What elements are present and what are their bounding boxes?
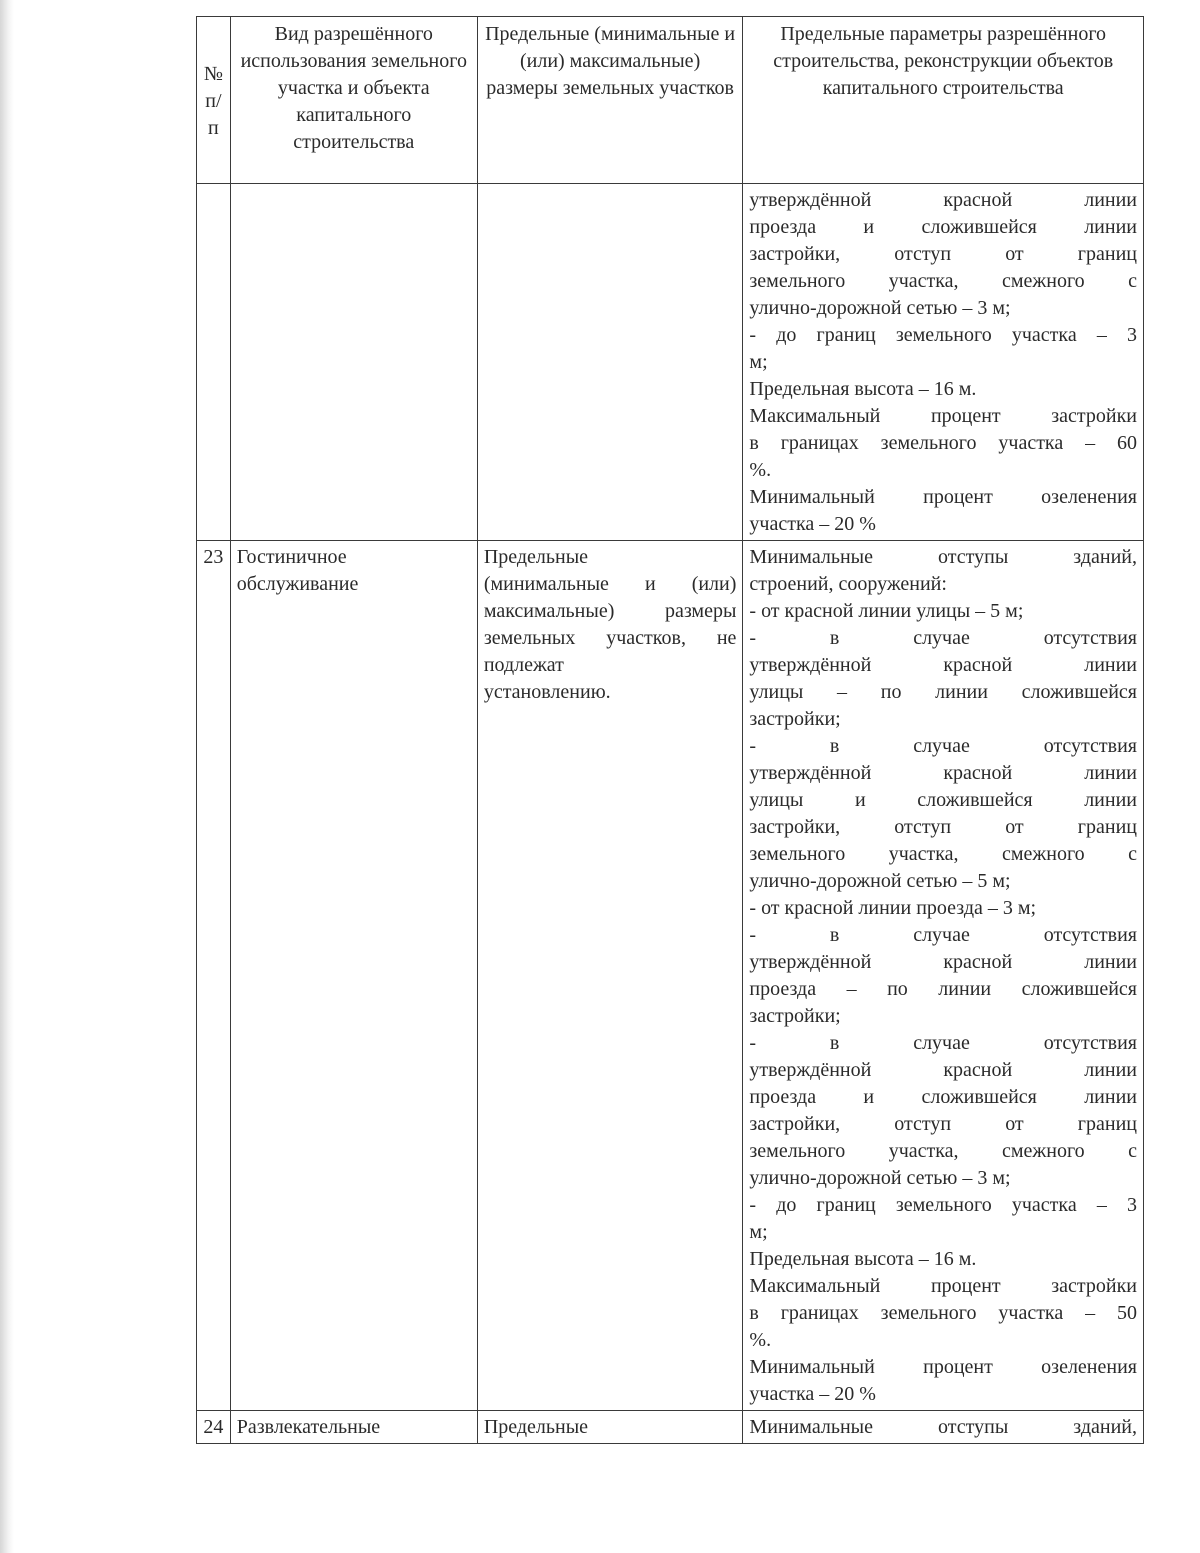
params-line: Минимальные отступы зданий,	[749, 546, 1137, 568]
row-number	[197, 184, 231, 541]
table-row	[197, 184, 1144, 541]
row-number: 24	[197, 1411, 231, 1444]
row-use-type	[230, 184, 477, 541]
params-line: улицы – по линии сложившейся	[749, 681, 1137, 703]
params-line: Предельная высота – 16 м.	[749, 378, 977, 400]
params-line: строений, сооружений:	[749, 573, 947, 595]
params-line: Максимальный процент застройки	[749, 405, 1137, 427]
params-line: Минимальный процент озеленения	[749, 486, 1137, 508]
params-line: - в случае отсутствия	[749, 627, 1137, 649]
params-line: утверждённой красной линии	[749, 951, 1137, 973]
row-use-type: Развлекательные	[230, 1411, 477, 1444]
row-params	[743, 184, 1144, 541]
params-line: - от красной линии улицы – 5 м;	[749, 600, 1024, 622]
params-line: - от красной линии проезда – 3 м;	[749, 897, 1037, 919]
params-line: %.	[749, 459, 772, 481]
row-plot-size	[477, 184, 743, 541]
params-line: улично-дорожной сетью – 3 м;	[749, 1167, 1011, 1189]
row-plot-size: Предельные	[477, 1411, 743, 1444]
params-line: улично-дорожной сетью – 5 м;	[749, 870, 1011, 892]
params-line: Максимальный процент застройки	[749, 1275, 1137, 1297]
land-use-table	[196, 16, 1144, 1444]
params-line: застройки;	[749, 1005, 841, 1027]
plot-size-line: установлению.	[483, 681, 611, 703]
params-line: улично-дорожной сетью – 3 м;	[749, 297, 1011, 319]
row-params: Минимальные отступы зданий,	[743, 1411, 1144, 1444]
params-line: застройки, отступ от границ	[749, 243, 1137, 265]
table-row	[197, 541, 1144, 1411]
table-header-row	[197, 17, 1144, 184]
params-line: - в случае отсутствия	[749, 735, 1137, 757]
params-line: застройки, отступ от границ	[749, 1113, 1137, 1135]
params-line: утверждённой красной линии	[749, 762, 1137, 784]
table-row	[197, 1411, 1144, 1444]
params-line: улицы и сложившейся линии	[749, 789, 1137, 811]
params-line: в границах земельного участка – 60	[749, 432, 1137, 454]
row-number: 23	[197, 541, 231, 1411]
params-line: застройки;	[749, 708, 841, 730]
params-line: земельного участка, смежного с	[749, 1140, 1137, 1162]
header-plot-size: Предельные (минимальные и (или) максимальные) размеры земельных участков	[477, 17, 743, 184]
params-line: участка – 20 %	[749, 513, 876, 535]
scan-edge-shadow	[0, 0, 14, 1553]
params-line: - в случае отсутствия	[749, 924, 1137, 946]
use-type-line: Гостиничное	[236, 546, 347, 568]
params-line: Предельная высота – 16 м.	[749, 1248, 977, 1270]
row-params	[743, 541, 1144, 1411]
row-use-type	[230, 541, 477, 1411]
params-line: Минимальный процент озеленения	[749, 1356, 1137, 1378]
plot-size-line: подлежат	[483, 654, 564, 676]
plot-size-line: Предельные	[483, 546, 589, 568]
params-line: утверждённой красной линии	[749, 189, 1137, 211]
params-line: м;	[749, 1221, 768, 1243]
header-construction-params: Предельные параметры разрешённого строительства, реконструкции объектов капитального строительства	[743, 17, 1144, 184]
params-line: проезда и сложившейся линии	[749, 216, 1137, 238]
params-line: м;	[749, 351, 768, 373]
params-line: - в случае отсутствия	[749, 1032, 1137, 1054]
row-plot-size	[477, 541, 743, 1411]
params-line: проезда и сложившейся линии	[749, 1086, 1137, 1108]
params-line: проезда – по линии сложившейся	[749, 978, 1137, 1000]
params-line: - до границ земельного участка – 3	[749, 1194, 1137, 1216]
params-line: - до границ земельного участка – 3	[749, 324, 1137, 346]
use-type-line: обслуживание	[236, 573, 359, 595]
params-line: земельного участка, смежного с	[749, 843, 1137, 865]
params-line: утверждённой красной линии	[749, 654, 1137, 676]
params-line: участка – 20 %	[749, 1383, 876, 1405]
params-line: в границах земельного участка – 50	[749, 1302, 1137, 1324]
params-line: земельного участка, смежного с	[749, 270, 1137, 292]
plot-size-line: земельных участков, не	[483, 627, 737, 649]
params-line: утверждённой красной линии	[749, 1059, 1137, 1081]
header-number: № п/п	[197, 17, 231, 184]
header-use-type: Вид разрешённого использования земельного участка и объекта капитального строительства	[230, 17, 477, 184]
plot-size-line: максимальные) размеры	[483, 600, 737, 622]
plot-size-line: (минимальные и (или)	[483, 573, 737, 595]
params-line: застройки, отступ от границ	[749, 816, 1137, 838]
params-line: %.	[749, 1329, 772, 1351]
